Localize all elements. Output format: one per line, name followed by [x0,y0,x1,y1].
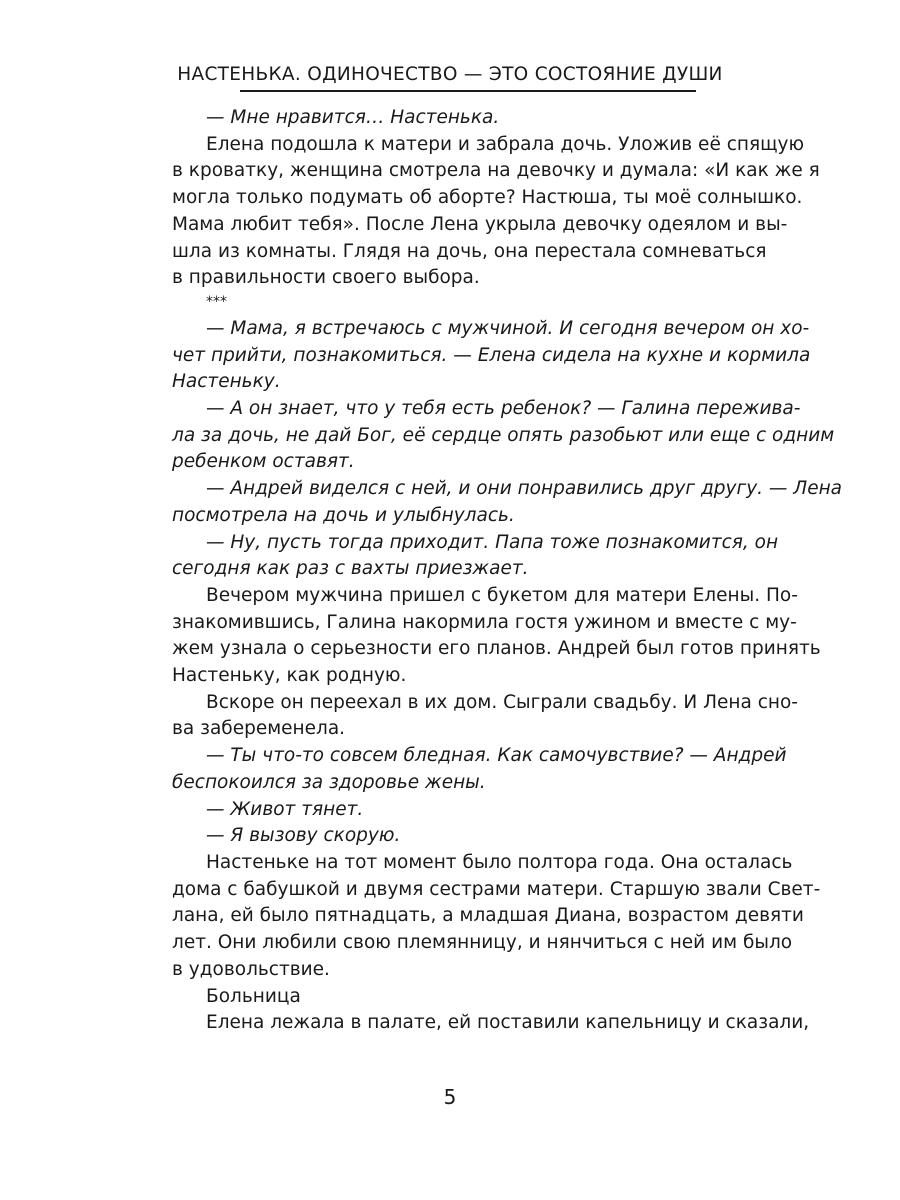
paragraph [172,476,843,529]
text-line: в кроватку, женщина смотрела на девочку и думала: «И как же я [172,160,820,182]
text-line: Настеньку, как родную. [172,665,407,687]
paragraph [172,583,821,690]
text-line: — Ты что-то совсем бледная. Как самочувствие? — Андрей [206,745,787,767]
text-line: Настеньку. [172,371,281,393]
text-line: — Ну, пусть тогда приходит. Папа тоже познакомится, он [206,531,779,553]
text-line: — Мама, я встречаюсь с мужчиной. И сегодня вечером он хо- [206,317,810,339]
text-line: Елена лежала в палате, ей поставили капельницу и сказали, [206,1012,810,1034]
text-line: лана, ей было пятнадцать, а младшая Диана, возрастом девяти [172,905,804,927]
text-line: чет прийти, познакомиться. — Елена сидела на кухне и кормила [172,344,811,366]
text-line: ла за дочь, не дай Бог, её сердце опять разобьют или еще с одним [172,424,835,446]
text-line: Настеньке на тот момент было полтора года. Она осталась [206,851,793,873]
text-line: Вскоре он переехал в их дом. Сыграли свадьбу. И Лена сно- [206,691,798,713]
text-line: посмотрела на дочь и улыбнулась. [172,504,515,526]
text-line: в удовольствие. [172,958,330,980]
page-number: 5 [443,1085,457,1109]
text-line: ребенком оставят. [172,451,355,473]
paragraph [172,530,779,583]
text-line: — Живот тянет. [206,798,364,820]
text-line: шла из комнаты. Глядя на дочь, она перестала сомневаться [172,240,767,262]
paragraph [172,850,821,984]
running-head-rule [240,90,696,92]
text-line: Елена подошла к матери и забрала дочь. Уложив её спящую [206,133,805,155]
text-line: — Андрей виделся с ней, и они понравились друг другу. — Лена [206,478,843,500]
paragraph [172,132,820,292]
text-line: лет. Они любили свою племянницу, и нянчиться с ней им было [172,932,793,954]
paragraph [172,743,787,796]
text-line: *** [206,293,227,310]
text-line: Больница [206,985,301,1007]
section-separator [172,294,764,310]
body-text [172,105,843,1037]
text-line: Мама любит тебя». После Лена укрыла девочку одеялом и вы- [172,213,788,235]
text-line: Вечером мужчина пришел с букетом для матери Елены. По- [206,584,798,606]
text-line: беспокоился за здоровье жены. [172,771,486,793]
paragraph [172,797,764,824]
text-line: ва забеременела. [172,718,346,740]
text-line: дома с бабушкой и двумя сестрами матери. Старшую звали Свет- [172,878,821,900]
text-line: — Мне нравится… Настенька. [206,107,500,128]
paragraph [172,984,764,1011]
text-line: знакомившись, Галина накормила гостя ужином и вместе с му- [172,611,797,633]
text-line: сегодня как раз с вахты приезжает. [172,558,529,580]
text-line: могла только подумать об аборте? Настюша, ты моё солнышко. [172,187,803,209]
text-line: — Я вызову скорую. [206,825,401,847]
paragraph [172,1010,810,1037]
text-line: жем узнала о серьезности его планов. Андрей был готов принять [172,638,821,660]
text-line: в правильности своего выбора. [172,267,480,289]
paragraph [172,396,835,476]
text-line: — А он знает, что у тебя есть ребенок? — Галина пережива- [206,398,801,420]
paragraph [172,823,764,850]
paragraph [172,316,811,396]
paragraph [172,105,764,132]
running-head: НАСТЕНЬКА. ОДИНОЧЕСТВО — ЭТО СОСТОЯНИЕ ДУШИ [177,64,723,85]
paragraph [172,690,798,743]
